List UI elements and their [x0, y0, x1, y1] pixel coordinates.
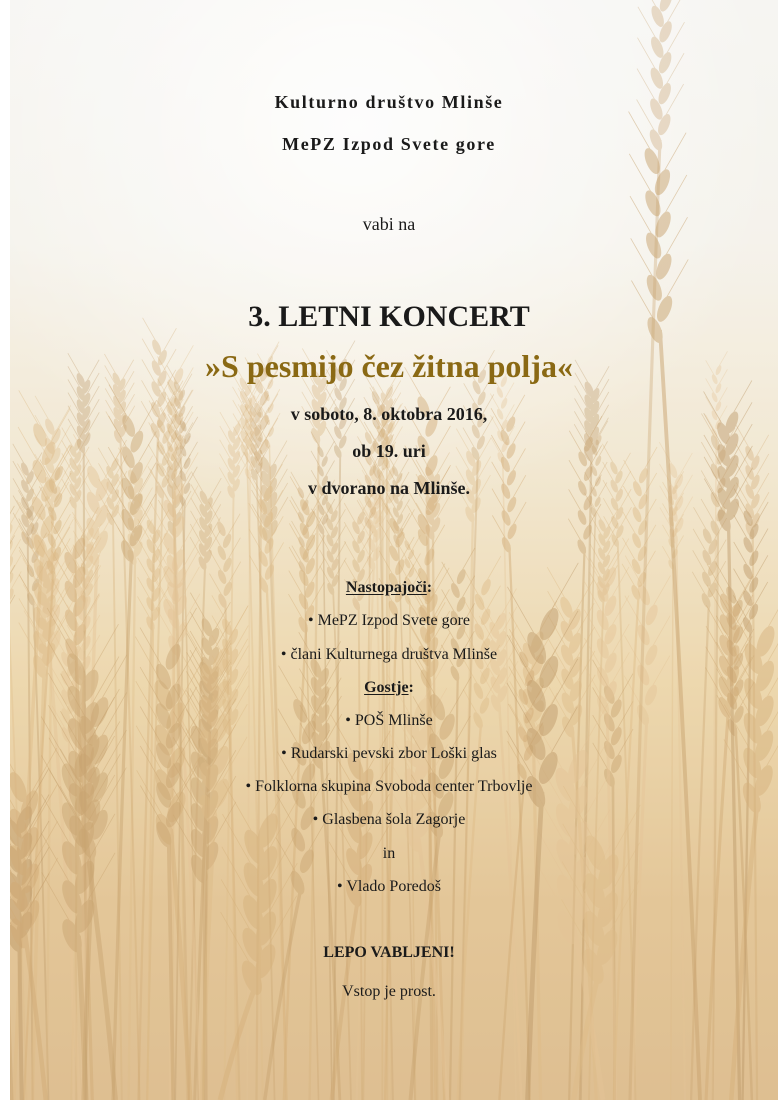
- choir-name: MePZ Izpod Svete gore: [282, 134, 496, 154]
- entry-note: Vstop je prost.: [342, 983, 436, 1000]
- event-title: 3. LETNI KONCERT: [248, 300, 530, 333]
- performer-item: • člani Kulturnega društva Mlinše: [280, 646, 498, 663]
- performers-heading-label: Nastopajoči: [345, 579, 427, 596]
- invite-text: vabi na: [362, 214, 416, 234]
- guests-heading: [0, 679, 778, 697]
- performer-item: • MePZ Izpod Svete gore: [307, 612, 470, 629]
- guests-heading-colon: :: [408, 679, 414, 696]
- guest-item: • POŠ Mlinše: [345, 712, 433, 729]
- event-venue: v dvorano na Mlinše.: [307, 478, 471, 498]
- event-date: v soboto, 8. oktobra 2016,: [290, 404, 488, 424]
- guest-item: • Vlado Poredoš: [337, 878, 441, 895]
- welcome-text: LEPO VABLJENI!: [323, 944, 455, 961]
- guest-item: • Folklorna skupina Svoboda center Trbovlje: [245, 778, 533, 795]
- guest-item: • Rudarski pevski zbor Loški glas: [281, 745, 497, 762]
- guest-connector: in: [382, 845, 396, 862]
- performers-heading: [0, 579, 778, 597]
- guests-heading-label: Gostje: [364, 679, 409, 696]
- event-time: ob 19. uri: [352, 441, 426, 461]
- event-subtitle: »S pesmijo čez žitna polja«: [205, 348, 573, 384]
- guest-item: • Glasbena šola Zagorje: [312, 811, 466, 828]
- performers-heading-colon: :: [426, 579, 433, 596]
- organizer-name: Kulturno društvo Mlinše: [274, 92, 504, 112]
